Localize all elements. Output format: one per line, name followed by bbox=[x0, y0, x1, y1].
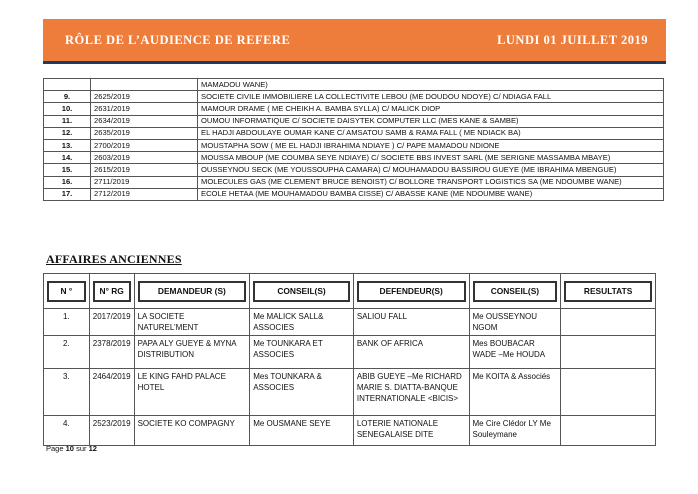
cell-conseil2: Me Cire Clédor LY Me Souleymane bbox=[469, 416, 561, 446]
table-row bbox=[44, 79, 664, 91]
cell-conseil1: Me TOUNKARA ET ASSOCIES bbox=[250, 336, 354, 369]
table-row bbox=[44, 103, 664, 115]
cell-conseil1: Me MALICK SALL& ASSOCIES bbox=[250, 309, 354, 336]
table-row bbox=[44, 369, 656, 416]
page-footer: Page 10 sur 12 bbox=[46, 444, 97, 453]
cell-defendeur: BANK OF AFRICA bbox=[353, 336, 469, 369]
case-parties: OUMOU INFORMATIQUE C/ SOCIETE DAISYTEK COMPUTER LLC (MES KANE & SAMBE) bbox=[198, 115, 664, 127]
cell-defendeur: LOTERIE NATIONALE SENEGALAISE DITE bbox=[353, 416, 469, 446]
case-number: 12. bbox=[44, 127, 91, 139]
case-rg: 2711/2019 bbox=[91, 176, 198, 188]
cell-conseil1: Mes TOUNKARA & ASSOCIES bbox=[250, 369, 354, 416]
header-banner bbox=[43, 19, 666, 64]
cell-conseil2: Me OUSSEYNOU NGOM bbox=[469, 309, 561, 336]
header-n: N ° bbox=[44, 274, 90, 309]
case-rg: 2635/2019 bbox=[91, 127, 198, 139]
case-rg bbox=[91, 79, 198, 91]
case-rg: 2625/2019 bbox=[91, 91, 198, 103]
cell-conseil2: Me KOITA & Associés bbox=[469, 369, 561, 416]
old-cases-header-row bbox=[44, 274, 656, 309]
case-rg: 2712/2019 bbox=[91, 188, 198, 200]
cell-demandeur: PAPA ALY GUEYE & MYNA DISTRIBUTION bbox=[134, 336, 250, 369]
cell-demandeur: SOCIETE KO COMPAGNY bbox=[134, 416, 250, 446]
page-number: 10 bbox=[65, 444, 74, 453]
header-defendeur: DEFENDEUR(S) bbox=[353, 274, 469, 309]
case-rg: 2615/2019 bbox=[91, 164, 198, 176]
table-row bbox=[44, 416, 656, 446]
case-parties: MAMOUR DRAME ( ME CHEIKH A. BAMBA SYLLA) C/ MALICK DIOP bbox=[198, 103, 664, 115]
case-number: 14. bbox=[44, 152, 91, 164]
cell-resultats bbox=[561, 336, 656, 369]
cell-rg: 2464/2019 bbox=[89, 369, 134, 416]
header-resultats: RESULTATS bbox=[561, 274, 656, 309]
cell-defendeur: SALIOU FALL bbox=[353, 309, 469, 336]
new-cases-table bbox=[43, 78, 664, 201]
case-parties: OUSSEYNOU SECK (ME YOUSSOUPHA CAMARA) C/ MOUHAMADOU BASSIROU GUEYE (ME IBRAHIMA MBENGUE) bbox=[198, 164, 664, 176]
cell-rg: 2523/2019 bbox=[89, 416, 134, 446]
header-conseil-demandeur: CONSEIL(S) bbox=[250, 274, 354, 309]
table-row bbox=[44, 336, 656, 369]
header-demandeur: DEMANDEUR (S) bbox=[134, 274, 250, 309]
table-row bbox=[44, 91, 664, 103]
case-rg: 2631/2019 bbox=[91, 103, 198, 115]
case-parties: MOUSTAPHA SOW ( ME EL HADJI IBRAHIMA NDIAYE ) C/ PAPE MAMADOU NDIONE bbox=[198, 139, 664, 151]
case-number: 10. bbox=[44, 103, 91, 115]
document-title: RÔLE DE L’AUDIENCE DE REFERE bbox=[65, 32, 291, 47]
table-row bbox=[44, 127, 664, 139]
case-rg: 2634/2019 bbox=[91, 115, 198, 127]
case-rg: 2603/2019 bbox=[91, 152, 198, 164]
header-rg: N° RG bbox=[89, 274, 134, 309]
case-number: 15. bbox=[44, 164, 91, 176]
case-number: 9. bbox=[44, 91, 91, 103]
page-total: 12 bbox=[88, 444, 97, 453]
cell-resultats bbox=[561, 416, 656, 446]
cell-rg: 2017/2019 bbox=[89, 309, 134, 336]
table-row bbox=[44, 152, 664, 164]
cell-demandeur: LE KING FAHD PALACE HOTEL bbox=[134, 369, 250, 416]
table-row bbox=[44, 309, 656, 336]
table-row bbox=[44, 139, 664, 151]
case-parties: MAMADOU WANE) bbox=[198, 79, 664, 91]
case-parties: MOUSSA MBOUP (ME COUMBA SEYE NDIAYE) C/ SOCIETE BBS INVEST SARL (ME SERIGNE MASSAMBA MBAYE) bbox=[198, 152, 664, 164]
table-row bbox=[44, 176, 664, 188]
cell-n: 1. bbox=[44, 309, 90, 336]
cell-conseil1: Me OUSMANE SEYE bbox=[250, 416, 354, 446]
section-title: AFFAIRES ANCIENNES bbox=[46, 252, 182, 266]
table-row bbox=[44, 164, 664, 176]
case-number: 17. bbox=[44, 188, 91, 200]
case-parties: EL HADJI ABDOULAYE OUMAR KANE C/ AMSATOU SAMB & RAMA FALL ( ME NDIACK BA) bbox=[198, 127, 664, 139]
table-row bbox=[44, 115, 664, 127]
old-cases-table bbox=[43, 273, 656, 446]
case-parties: SOCIETE CIVILE IMMOBILIERE LA COLLECTIVITE LEBOU (ME DOUDOU NDOYE) C/ NDIAGA FALL bbox=[198, 91, 664, 103]
cell-conseil2: Mes BOUBACAR WADE –Me HOUDA bbox=[469, 336, 561, 369]
case-number: 13. bbox=[44, 139, 91, 151]
case-parties: ECOLE HETAA (ME MOUHAMADOU BAMBA CISSE) C/ ABASSE KANE (ME NDOUMBE WANE) bbox=[198, 188, 664, 200]
header-conseil-defendeur: CONSEIL(S) bbox=[469, 274, 561, 309]
cell-rg: 2378/2019 bbox=[89, 336, 134, 369]
cell-resultats bbox=[561, 309, 656, 336]
cell-n: 3. bbox=[44, 369, 90, 416]
case-number: 11. bbox=[44, 115, 91, 127]
cell-resultats bbox=[561, 369, 656, 416]
cell-demandeur: LA SOCIETE NATUREL’MENT bbox=[134, 309, 250, 336]
cell-defendeur: ABIB GUEYE –Me RICHARD MARIE S. DIATTA-BANQUE INTERNATIONALE <BICIS> bbox=[353, 369, 469, 416]
hearing-date: LUNDI 01 JUILLET 2019 bbox=[497, 32, 648, 47]
cell-n: 2. bbox=[44, 336, 90, 369]
case-number: 16. bbox=[44, 176, 91, 188]
cell-n: 4. bbox=[44, 416, 90, 446]
case-rg: 2700/2019 bbox=[91, 139, 198, 151]
case-number bbox=[44, 79, 91, 91]
table-row bbox=[44, 188, 664, 200]
case-parties: MOLECULES GAS (ME CLEMENT BRUCE BENOIST) C/ BOLLORE TRANSPORT LOGISTICS SA (ME NDOUMBE WANE) bbox=[198, 176, 664, 188]
